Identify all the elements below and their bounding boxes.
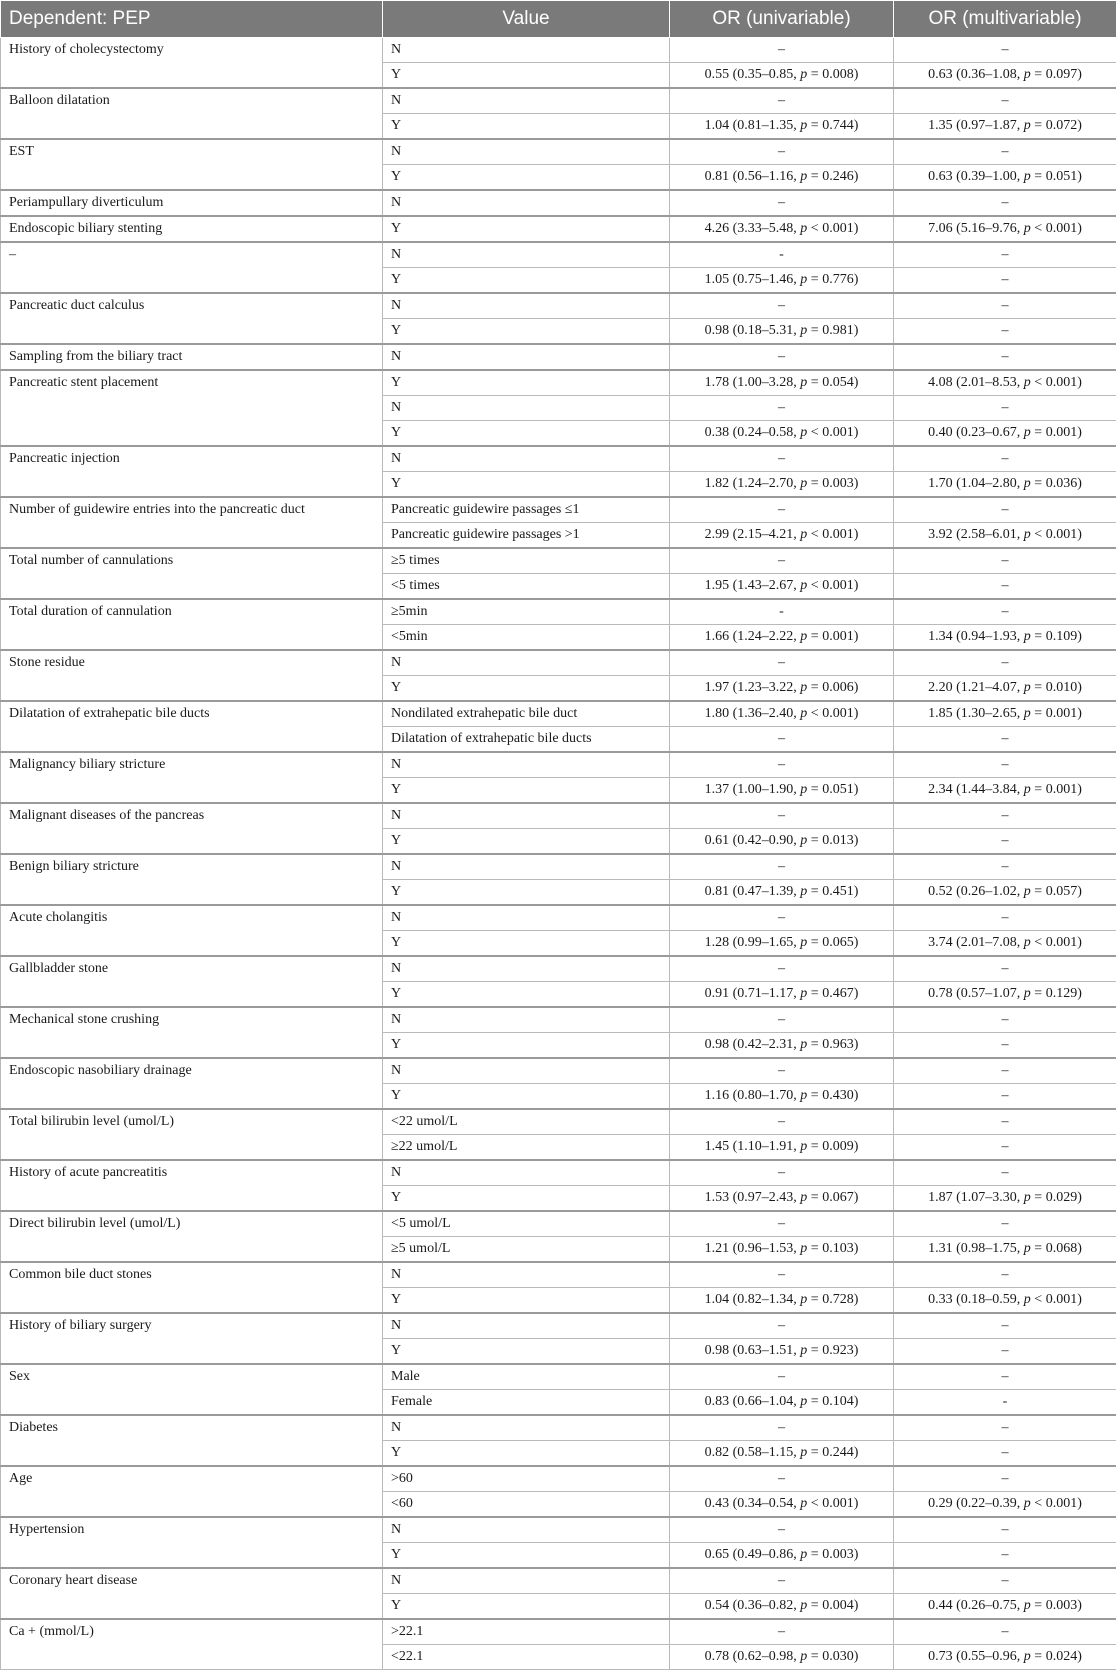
or-univariable-cell: 0.55 (0.35–0.85, p = 0.008) [670, 63, 894, 89]
value-cell: Nondilated extrahepatic bile duct [383, 701, 670, 727]
variable-cell: Endoscopic biliary stenting [1, 216, 383, 242]
or-univariable-cell: – [670, 956, 894, 982]
value-cell: <5min [383, 625, 670, 651]
table-row [1, 1466, 1116, 1492]
or-multivariable-cell: 0.52 (0.26–1.02, p = 0.057) [894, 880, 1116, 906]
variable-cell: Mechanical stone crushing [1, 1007, 383, 1058]
value-cell: N [383, 446, 670, 472]
or-multivariable-cell: – [894, 1109, 1116, 1135]
value-cell: Y [383, 472, 670, 498]
or-multivariable-cell: 2.34 (1.44–3.84, p = 0.001) [894, 778, 1116, 804]
value-cell: >60 [383, 1466, 670, 1492]
or-univariable-cell: 0.81 (0.56–1.16, p = 0.246) [670, 165, 894, 191]
table-row [1, 1160, 1116, 1186]
variable-cell: Pancreatic injection [1, 446, 383, 497]
or-univariable-cell: – [670, 396, 894, 421]
value-cell: N [383, 242, 670, 268]
or-multivariable-cell: 1.31 (0.98–1.75, p = 0.068) [894, 1237, 1116, 1263]
table-row [1, 242, 1116, 268]
table-row [1, 701, 1116, 727]
header-or-multivariable: OR (multivariable) [894, 1, 1116, 38]
or-univariable-cell: 0.78 (0.62–0.98, p = 0.030) [670, 1645, 894, 1670]
variable-cell: History of acute pancreatitis [1, 1160, 383, 1211]
table-row [1, 752, 1116, 778]
or-multivariable-cell: 3.92 (2.58–6.01, p < 0.001) [894, 523, 1116, 549]
table-row [1, 344, 1116, 370]
or-univariable-cell: 0.83 (0.66–1.04, p = 0.104) [670, 1390, 894, 1416]
table-row [1, 216, 1116, 242]
header-dependent: Dependent: PEP [1, 1, 383, 38]
or-multivariable-cell: – [894, 344, 1116, 370]
value-cell: N [383, 803, 670, 829]
table-row [1, 497, 1116, 523]
or-univariable-cell: – [670, 650, 894, 676]
or-univariable-cell: - [670, 599, 894, 625]
table-row [1, 88, 1116, 114]
table-row [1, 599, 1116, 625]
or-univariable-cell: – [670, 38, 894, 63]
value-cell: Y [383, 268, 670, 294]
or-multivariable-cell: – [894, 446, 1116, 472]
table-row [1, 1364, 1116, 1390]
or-univariable-cell: 1.16 (0.80–1.70, p = 0.430) [670, 1084, 894, 1110]
or-univariable-cell: – [670, 548, 894, 574]
or-multivariable-cell: – [894, 1568, 1116, 1594]
or-multivariable-cell: 0.63 (0.39–1.00, p = 0.051) [894, 165, 1116, 191]
value-cell: Pancreatic guidewire passages >1 [383, 523, 670, 549]
or-multivariable-cell: 1.87 (1.07–3.30, p = 0.029) [894, 1186, 1116, 1212]
value-cell: Y [383, 1543, 670, 1569]
or-univariable-cell: 1.45 (1.10–1.91, p = 0.009) [670, 1135, 894, 1161]
or-multivariable-cell: – [894, 396, 1116, 421]
value-cell: N [383, 650, 670, 676]
variable-cell: Number of guidewire entries into the pancreatic duct [1, 497, 383, 548]
or-multivariable-cell: – [894, 497, 1116, 523]
variable-cell: EST [1, 139, 383, 190]
value-cell: Y [383, 1441, 670, 1467]
or-multivariable-cell: – [894, 242, 1116, 268]
table-row [1, 139, 1116, 165]
table-row [1, 854, 1116, 880]
or-univariable-cell: 4.26 (3.33–5.48, p < 0.001) [670, 216, 894, 242]
or-univariable-cell: – [670, 905, 894, 931]
or-multivariable-cell: – [894, 1619, 1116, 1645]
table-row [1, 1415, 1116, 1441]
or-univariable-cell: 1.37 (1.00–1.90, p = 0.051) [670, 778, 894, 804]
or-univariable-cell: 0.98 (0.63–1.51, p = 0.923) [670, 1339, 894, 1365]
or-univariable-cell: 0.98 (0.18–5.31, p = 0.981) [670, 319, 894, 345]
or-univariable-cell: – [670, 1109, 894, 1135]
or-univariable-cell: – [670, 139, 894, 165]
or-multivariable-cell: – [894, 1007, 1116, 1033]
or-univariable-cell: 1.53 (0.97–2.43, p = 0.067) [670, 1186, 894, 1212]
or-multivariable-cell: – [894, 1339, 1116, 1365]
table-row [1, 370, 1116, 396]
variable-cell: Benign biliary stricture [1, 854, 383, 905]
or-multivariable-cell: 4.08 (2.01–8.53, p < 0.001) [894, 370, 1116, 396]
variable-cell: Ca + (mmol/L) [1, 1619, 383, 1670]
or-multivariable-cell: – [894, 574, 1116, 600]
variable-cell: Pancreatic stent placement [1, 370, 383, 446]
table-row [1, 293, 1116, 319]
value-cell: N [383, 956, 670, 982]
or-multivariable-cell: – [894, 1364, 1116, 1390]
or-univariable-cell: – [670, 727, 894, 753]
variable-cell: Sex [1, 1364, 383, 1415]
or-univariable-cell: – [670, 1364, 894, 1390]
table-row [1, 1619, 1116, 1645]
value-cell: Y [383, 1288, 670, 1314]
value-cell: Y [383, 880, 670, 906]
table-row [1, 548, 1116, 574]
value-cell: ≥5 times [383, 548, 670, 574]
value-cell: N [383, 1568, 670, 1594]
table-row [1, 1262, 1116, 1288]
or-multivariable-cell: – [894, 829, 1116, 855]
or-univariable-cell: 1.04 (0.81–1.35, p = 0.744) [670, 114, 894, 140]
variable-cell: Balloon dilatation [1, 88, 383, 139]
or-multivariable-cell: – [894, 1058, 1116, 1084]
or-univariable-cell: 0.43 (0.34–0.54, p < 0.001) [670, 1492, 894, 1518]
or-multivariable-cell: – [894, 1466, 1116, 1492]
or-univariable-cell: 1.05 (0.75–1.46, p = 0.776) [670, 268, 894, 294]
variable-cell: Direct bilirubin level (umol/L) [1, 1211, 383, 1262]
or-multivariable-cell: – [894, 956, 1116, 982]
or-multivariable-cell: – [894, 1415, 1116, 1441]
value-cell: Pancreatic guidewire passages ≤1 [383, 497, 670, 523]
or-univariable-cell: – [670, 293, 894, 319]
value-cell: <60 [383, 1492, 670, 1518]
or-univariable-cell: – [670, 854, 894, 880]
value-cell: Y [383, 1339, 670, 1365]
or-multivariable-cell: – [894, 1160, 1116, 1186]
or-univariable-cell: – [670, 1211, 894, 1237]
value-cell: Female [383, 1390, 670, 1416]
or-multivariable-cell: – [894, 1084, 1116, 1110]
or-univariable-cell: – [670, 1466, 894, 1492]
value-cell: Male [383, 1364, 670, 1390]
value-cell: Y [383, 1186, 670, 1212]
table-row [1, 1211, 1116, 1237]
table-header [1, 1, 1116, 38]
table-row [1, 1313, 1116, 1339]
or-multivariable-cell: – [894, 268, 1116, 294]
table-row [1, 190, 1116, 216]
or-univariable-cell: 1.28 (0.99–1.65, p = 0.065) [670, 931, 894, 957]
or-multivariable-cell: – [894, 88, 1116, 114]
value-cell: ≥22 umol/L [383, 1135, 670, 1161]
variable-cell: Age [1, 1466, 383, 1517]
value-cell: N [383, 905, 670, 931]
value-cell: Y [383, 114, 670, 140]
value-cell: Y [383, 676, 670, 702]
value-cell: N [383, 190, 670, 216]
variable-cell: Periampullary diverticulum [1, 190, 383, 216]
value-cell: N [383, 88, 670, 114]
variable-cell: Endoscopic nasobiliary drainage [1, 1058, 383, 1109]
table-row [1, 1517, 1116, 1543]
or-univariable-cell: 1.21 (0.96–1.53, p = 0.103) [670, 1237, 894, 1263]
table-row [1, 956, 1116, 982]
table-row [1, 650, 1116, 676]
or-multivariable-cell: – [894, 293, 1116, 319]
variable-cell: Gallbladder stone [1, 956, 383, 1007]
or-univariable-cell: 2.99 (2.15–4.21, p < 0.001) [670, 523, 894, 549]
or-multivariable-cell: 0.29 (0.22–0.39, p < 0.001) [894, 1492, 1116, 1518]
value-cell: Y [383, 370, 670, 396]
value-cell: ≥5min [383, 599, 670, 625]
table-row [1, 905, 1116, 931]
or-univariable-cell: – [670, 803, 894, 829]
or-univariable-cell: – [670, 752, 894, 778]
or-univariable-cell: – [670, 1517, 894, 1543]
or-multivariable-cell: – [894, 1441, 1116, 1467]
or-univariable-cell: – [670, 1568, 894, 1594]
or-univariable-cell: 0.82 (0.58–1.15, p = 0.244) [670, 1441, 894, 1467]
variable-cell: Total bilirubin level (umol/L) [1, 1109, 383, 1160]
table-row [1, 1568, 1116, 1594]
or-multivariable-cell: – [894, 139, 1116, 165]
variable-cell: Total duration of cannulation [1, 599, 383, 650]
or-univariable-cell: – [670, 88, 894, 114]
value-cell: Y [383, 63, 670, 89]
table-row [1, 446, 1116, 472]
value-cell: N [383, 1160, 670, 1186]
value-cell: Y [383, 165, 670, 191]
value-cell: Y [383, 778, 670, 804]
value-cell: Y [383, 421, 670, 447]
value-cell: >22.1 [383, 1619, 670, 1645]
value-cell: <5 umol/L [383, 1211, 670, 1237]
or-multivariable-cell: – [894, 803, 1116, 829]
or-multivariable-cell: – [894, 1517, 1116, 1543]
or-univariable-cell: – [670, 344, 894, 370]
or-univariable-cell: – [670, 1262, 894, 1288]
or-multivariable-cell: 0.40 (0.23–0.67, p = 0.001) [894, 421, 1116, 447]
or-multivariable-cell: – [894, 1211, 1116, 1237]
or-multivariable-cell: 0.33 (0.18–0.59, p < 0.001) [894, 1288, 1116, 1314]
table-row [1, 1007, 1116, 1033]
variable-cell: Malignancy biliary stricture [1, 752, 383, 803]
value-cell: N [383, 1415, 670, 1441]
table-row [1, 1058, 1116, 1084]
variable-cell: – [1, 242, 383, 293]
value-cell: N [383, 1313, 670, 1339]
value-cell: Y [383, 1594, 670, 1620]
value-cell: N [383, 752, 670, 778]
value-cell: Y [383, 216, 670, 242]
or-multivariable-cell: – [894, 1033, 1116, 1059]
variable-cell: Dilatation of extrahepatic bile ducts [1, 701, 383, 752]
or-multivariable-cell: 1.85 (1.30–2.65, p = 0.001) [894, 701, 1116, 727]
or-multivariable-cell: 2.20 (1.21–4.07, p = 0.010) [894, 676, 1116, 702]
or-univariable-cell: 0.98 (0.42–2.31, p = 0.963) [670, 1033, 894, 1059]
value-cell: N [383, 396, 670, 421]
value-cell: Y [383, 1033, 670, 1059]
or-multivariable-cell: – [894, 752, 1116, 778]
value-cell: <5 times [383, 574, 670, 600]
or-multivariable-cell: 0.78 (0.57–1.07, p = 0.129) [894, 982, 1116, 1008]
or-univariable-cell: 0.65 (0.49–0.86, p = 0.003) [670, 1543, 894, 1569]
or-univariable-cell: 1.82 (1.24–2.70, p = 0.003) [670, 472, 894, 498]
or-univariable-cell: – [670, 446, 894, 472]
or-multivariable-cell: – [894, 905, 1116, 931]
variable-cell: History of cholecystectomy [1, 38, 383, 89]
or-multivariable-cell: – [894, 727, 1116, 753]
or-univariable-cell: – [670, 1058, 894, 1084]
or-multivariable-cell: – [894, 1262, 1116, 1288]
or-multivariable-cell: 0.63 (0.36–1.08, p = 0.097) [894, 63, 1116, 89]
or-multivariable-cell: 3.74 (2.01–7.08, p < 0.001) [894, 931, 1116, 957]
or-univariable-cell: 1.80 (1.36–2.40, p < 0.001) [670, 701, 894, 727]
or-multivariable-cell: – [894, 319, 1116, 345]
value-cell: N [383, 139, 670, 165]
or-multivariable-cell: – [894, 38, 1116, 63]
or-univariable-cell: – [670, 1160, 894, 1186]
value-cell: N [383, 344, 670, 370]
or-multivariable-cell: 0.73 (0.55–0.96, p = 0.024) [894, 1645, 1116, 1670]
variable-cell: Pancreatic duct calculus [1, 293, 383, 344]
value-cell: ≥5 umol/L [383, 1237, 670, 1263]
value-cell: Dilatation of extrahepatic bile ducts [383, 727, 670, 753]
or-multivariable-cell: 0.44 (0.26–0.75, p = 0.003) [894, 1594, 1116, 1620]
header-value: Value [383, 1, 670, 38]
variable-cell: Stone residue [1, 650, 383, 701]
variable-cell: Coronary heart disease [1, 1568, 383, 1619]
table-row [1, 38, 1116, 63]
variable-cell: Common bile duct stones [1, 1262, 383, 1313]
value-cell: N [383, 1262, 670, 1288]
value-cell: N [383, 854, 670, 880]
value-cell: N [383, 293, 670, 319]
or-univariable-cell: - [670, 242, 894, 268]
or-univariable-cell: 1.97 (1.23–3.22, p = 0.006) [670, 676, 894, 702]
or-univariable-cell: – [670, 190, 894, 216]
or-univariable-cell: 0.91 (0.71–1.17, p = 0.467) [670, 982, 894, 1008]
value-cell: Y [383, 1084, 670, 1110]
or-univariable-cell: – [670, 1415, 894, 1441]
header-or-univariable: OR (univariable) [670, 1, 894, 38]
or-univariable-cell: 1.95 (1.43–2.67, p < 0.001) [670, 574, 894, 600]
or-univariable-cell: – [670, 1619, 894, 1645]
or-multivariable-cell: - [894, 1390, 1116, 1416]
table-body [1, 38, 1116, 1670]
or-multivariable-cell: 1.34 (0.94–1.93, p = 0.109) [894, 625, 1116, 651]
value-cell: Y [383, 982, 670, 1008]
value-cell: Y [383, 829, 670, 855]
table-row [1, 1109, 1116, 1135]
or-univariable-cell: – [670, 1007, 894, 1033]
or-multivariable-cell: – [894, 650, 1116, 676]
or-univariable-cell: 1.78 (1.00–3.28, p = 0.054) [670, 370, 894, 396]
or-univariable-cell: – [670, 497, 894, 523]
variable-cell: Acute cholangitis [1, 905, 383, 956]
or-multivariable-cell: 1.35 (0.97–1.87, p = 0.072) [894, 114, 1116, 140]
or-multivariable-cell: – [894, 548, 1116, 574]
or-univariable-cell: 1.04 (0.82–1.34, p = 0.728) [670, 1288, 894, 1314]
or-multivariable-cell: – [894, 1543, 1116, 1569]
or-multivariable-cell: 7.06 (5.16–9.76, p < 0.001) [894, 216, 1116, 242]
variable-cell: History of biliary surgery [1, 1313, 383, 1364]
header-row [1, 1, 1116, 38]
or-univariable-cell: 0.61 (0.42–0.90, p = 0.013) [670, 829, 894, 855]
value-cell: <22.1 [383, 1645, 670, 1670]
or-univariable-cell: 0.38 (0.24–0.58, p < 0.001) [670, 421, 894, 447]
value-cell: N [383, 1007, 670, 1033]
or-multivariable-cell: 1.70 (1.04–2.80, p = 0.036) [894, 472, 1116, 498]
or-univariable-cell: – [670, 1313, 894, 1339]
variable-cell: Diabetes [1, 1415, 383, 1466]
or-multivariable-cell: – [894, 599, 1116, 625]
variable-cell: Total number of cannulations [1, 548, 383, 599]
variable-cell: Hypertension [1, 1517, 383, 1568]
table-row [1, 803, 1116, 829]
or-multivariable-cell: – [894, 1313, 1116, 1339]
value-cell: Y [383, 931, 670, 957]
or-univariable-cell: 0.54 (0.36–0.82, p = 0.004) [670, 1594, 894, 1620]
or-multivariable-cell: – [894, 854, 1116, 880]
or-multivariable-cell: – [894, 190, 1116, 216]
or-multivariable-cell: – [894, 1135, 1116, 1161]
or-univariable-cell: 0.81 (0.47–1.39, p = 0.451) [670, 880, 894, 906]
or-univariable-cell: 1.66 (1.24–2.22, p = 0.001) [670, 625, 894, 651]
variable-cell: Sampling from the biliary tract [1, 344, 383, 370]
value-cell: N [383, 38, 670, 63]
value-cell: Y [383, 319, 670, 345]
value-cell: N [383, 1517, 670, 1543]
value-cell: <22 umol/L [383, 1109, 670, 1135]
variable-cell: Malignant diseases of the pancreas [1, 803, 383, 854]
value-cell: N [383, 1058, 670, 1084]
